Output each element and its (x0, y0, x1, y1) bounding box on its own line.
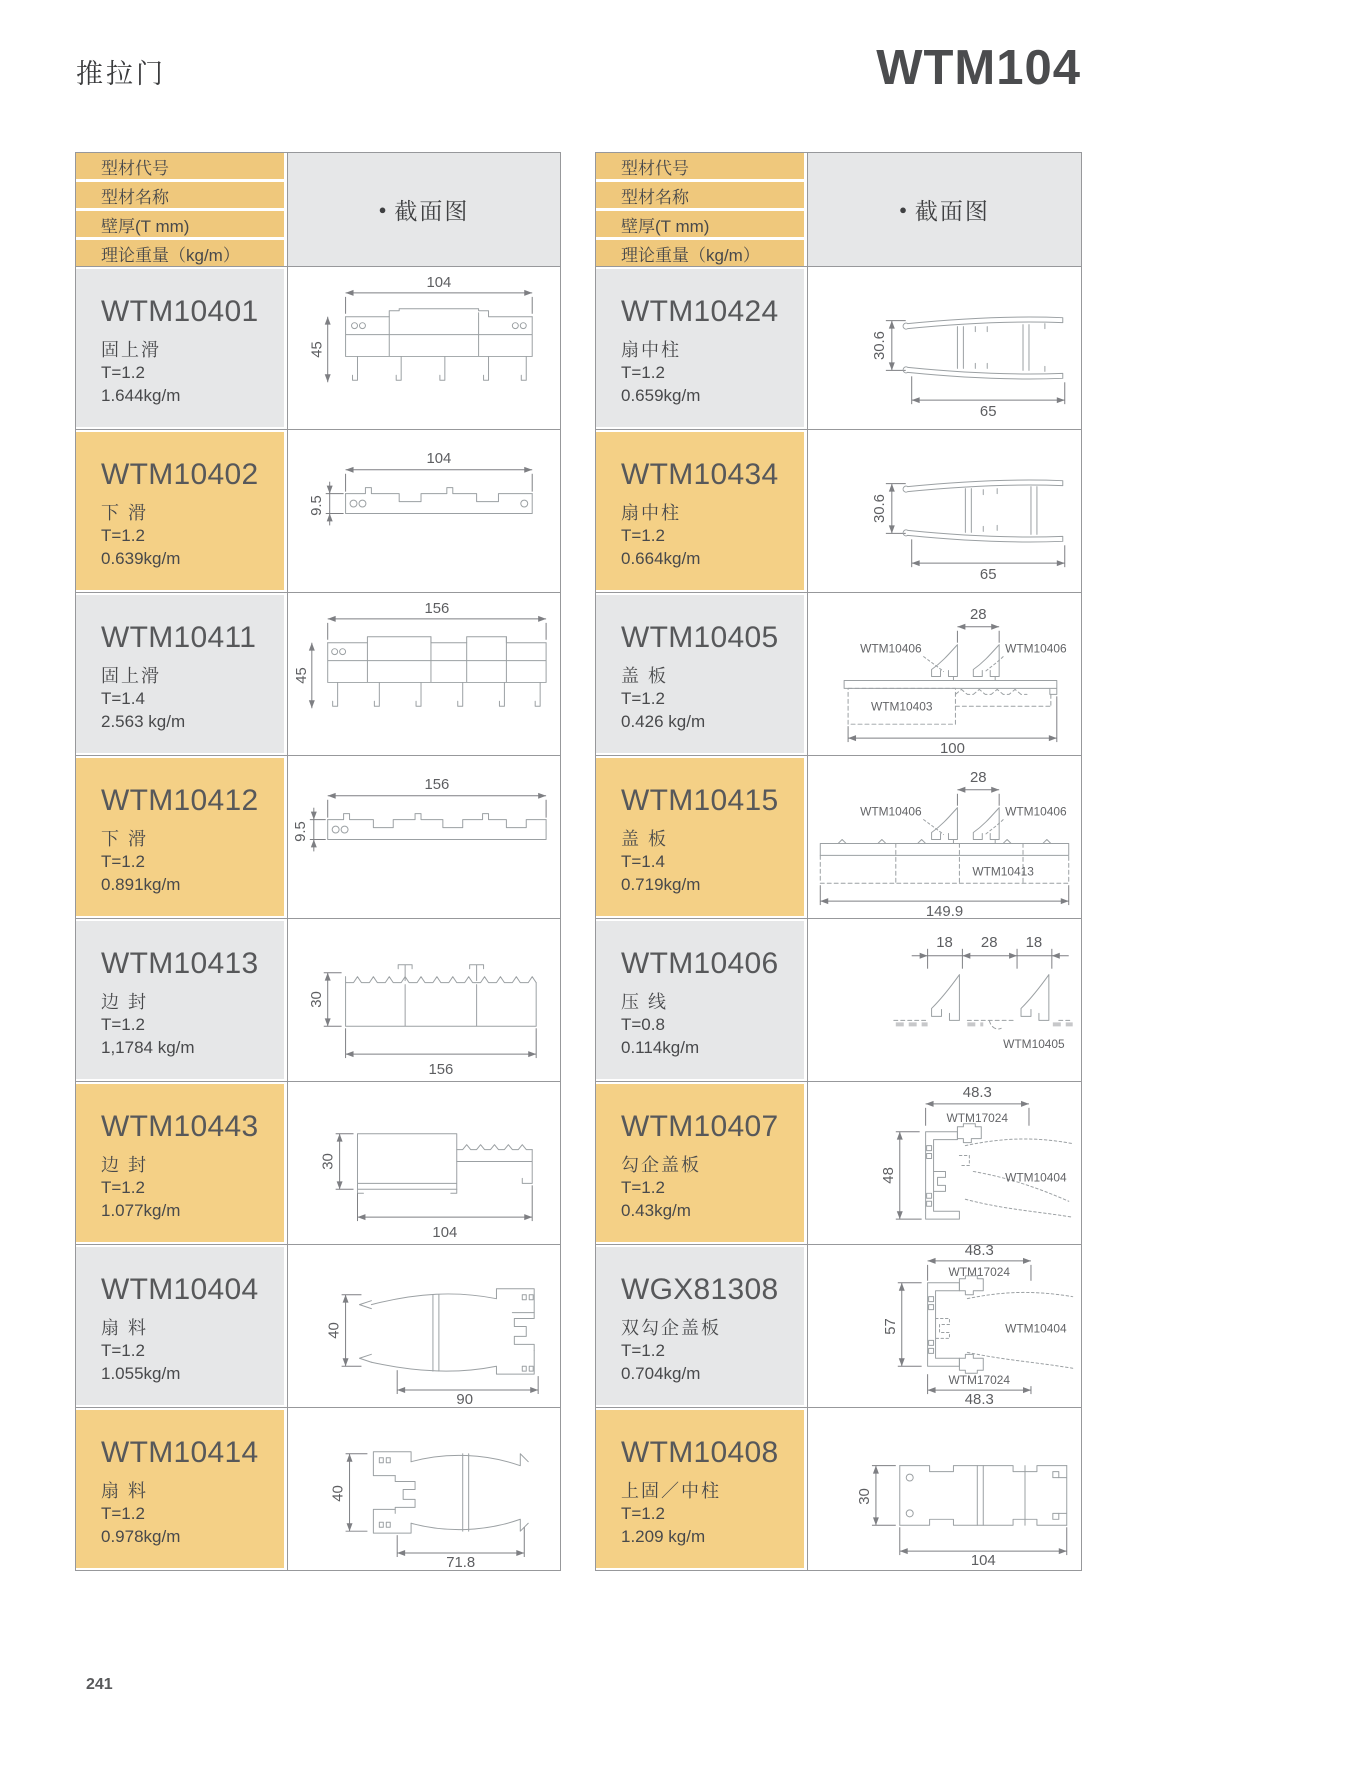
dim-label: 28 (970, 769, 987, 786)
profile-weight: 1,1784 kg/m (101, 1037, 195, 1057)
profile-name: 盖 板 (621, 829, 669, 849)
table-row (76, 1244, 560, 1407)
profile-name: 下 滑 (101, 503, 149, 523)
profile-code: WGX81308 (621, 1273, 779, 1306)
profile-table-right (595, 152, 1082, 1571)
profile-info (596, 1245, 804, 1407)
dim-label: 156 (424, 776, 450, 793)
profile-outline (359, 1289, 534, 1374)
profile-info (596, 919, 804, 1081)
profile-outline (328, 814, 546, 840)
dim-label: 9.5 (292, 821, 309, 842)
dim-label: 90 (456, 1391, 473, 1407)
profile-thickness: T=1.2 (101, 1341, 145, 1361)
page-series-title: WTM104 (876, 41, 1081, 95)
profile-name: 扇中柱 (621, 340, 681, 360)
ref-label: WTM10406 (860, 804, 922, 819)
ref-label: WTM17024 (948, 1264, 1011, 1279)
cross-section-drawing (807, 267, 1081, 429)
cross-section-wtm10412 (288, 756, 560, 918)
table-header (596, 153, 1081, 266)
header-theoretical-weight: 理论重量（kg/m） (596, 240, 804, 266)
dim-label: 104 (426, 450, 452, 467)
profile-outline (346, 309, 533, 380)
dim-label: 30.6 (871, 494, 888, 524)
table-row (596, 429, 1081, 592)
dim-label: 30.6 (871, 331, 888, 361)
profile-outline (346, 965, 537, 1027)
header-wall-thickness: 壁厚(T mm) (596, 211, 804, 237)
profile-thickness: T=1.2 (621, 689, 665, 709)
cross-section-wtm10402 (288, 430, 560, 592)
cross-section-drawing (287, 1082, 560, 1244)
table-row (596, 755, 1081, 918)
cross-section-wtm10407 (808, 1082, 1081, 1244)
profile-code: WTM10413 (101, 947, 259, 980)
profile-name: 固上滑 (101, 666, 161, 686)
cross-section-drawing (287, 1408, 560, 1570)
cross-section-drawing (807, 756, 1081, 918)
profile-code: WTM10402 (101, 458, 259, 491)
ref-label: WTM10405 (1003, 1037, 1065, 1052)
dim-label: 48 (880, 1167, 897, 1184)
page-number: 241 (86, 1676, 113, 1693)
profile-thickness: T=1.2 (621, 363, 665, 383)
profile-code: WTM10443 (101, 1110, 259, 1143)
profile-name: 上固／中柱 (621, 1481, 721, 1501)
profile-weight: 1.644kg/m (101, 385, 181, 405)
dim-label: 40 (330, 1485, 347, 1502)
profile-weight: 0.114kg/m (621, 1037, 700, 1057)
section-title: 截面图 (394, 198, 470, 224)
profile-thickness: T=1.4 (621, 852, 665, 872)
bullet-icon: ● (899, 202, 907, 217)
profile-info (596, 267, 804, 429)
profile-thickness: T=1.2 (101, 1015, 145, 1035)
profile-name: 扇中柱 (621, 503, 681, 523)
table-header (76, 153, 560, 266)
header-profile-code: 型材代号 (596, 153, 804, 179)
header-wall-thickness: 壁厚(T mm) (76, 211, 284, 237)
cross-section-wgx81308 (808, 1245, 1081, 1407)
dim-label: 18 (1025, 934, 1043, 951)
profile-weight: 2.563 kg/m (101, 711, 186, 731)
dim-label: 65 (979, 404, 997, 421)
dim-label: 30 (856, 1488, 873, 1505)
cross-section-drawing (807, 1245, 1081, 1407)
cross-section-drawing (287, 593, 560, 755)
ref-label: WTM10404 (1005, 1321, 1067, 1336)
profile-name: 勾企盖板 (621, 1155, 701, 1175)
profile-outline (903, 480, 1063, 542)
dim-label: 65 (979, 567, 997, 584)
profile-info (76, 1082, 284, 1244)
profile-thickness: T=1.2 (101, 852, 145, 872)
dim-label: 57 (882, 1318, 899, 1335)
profile-thickness: T=1.2 (101, 526, 145, 546)
bullet-icon: ● (378, 202, 387, 217)
profile-name: 固上滑 (101, 340, 161, 360)
profile-weight: 0.639kg/m (101, 548, 181, 568)
dim-label: 30 (320, 1153, 337, 1170)
profile-name: 扇 料 (101, 1318, 149, 1338)
dim-label: 48.3 (962, 1084, 992, 1101)
header-profile-name: 型材名称 (76, 182, 284, 208)
profile-table-left (75, 152, 561, 1571)
cross-section-drawing (807, 430, 1081, 592)
profile-weight: 0.978kg/m (101, 1526, 181, 1546)
header-profile-code: 型材代号 (76, 153, 284, 179)
cross-section-drawing (807, 593, 1081, 755)
dim-label: 104 (426, 274, 452, 291)
profile-info (596, 756, 804, 918)
profile-info (596, 1408, 804, 1570)
cross-section-wtm10434 (808, 430, 1081, 592)
profile-thickness: T=0.8 (621, 1015, 665, 1035)
cross-section-drawing (807, 919, 1081, 1081)
table-row (596, 266, 1081, 429)
dim-label: 104 (970, 1553, 996, 1570)
page-category-title: 推拉门 (76, 59, 166, 89)
cross-section-wtm10404 (288, 1245, 560, 1407)
profile-outline (928, 1276, 984, 1373)
table-row (596, 1244, 1081, 1407)
profile-code: WTM10406 (621, 947, 779, 980)
cross-section-wtm10401 (288, 267, 560, 429)
profile-name: 下 滑 (101, 829, 149, 849)
profile-info (76, 1408, 284, 1570)
header-theoretical-weight: 理论重量（kg/m） (76, 240, 284, 266)
profile-outline (357, 1134, 532, 1194)
table-row (76, 1081, 560, 1244)
dim-label: 40 (326, 1322, 343, 1339)
dim-label: 149.9 (925, 904, 964, 918)
dim-label: 45 (293, 667, 310, 684)
dim-label: 156 (424, 600, 450, 617)
cross-section-wtm10413 (288, 919, 560, 1081)
profile-code: WTM10434 (621, 458, 779, 491)
cross-section-drawing (287, 430, 560, 592)
dim-label: 45 (309, 341, 326, 358)
cross-section-wtm10411 (288, 593, 560, 755)
cross-section-wtm10443 (288, 1082, 560, 1244)
profile-thickness: T=1.2 (621, 1504, 665, 1524)
dim-label: 48.3 (964, 1245, 994, 1259)
profile-thickness: T=1.2 (621, 1178, 665, 1198)
profile-weight: 1.209 kg/m (621, 1526, 706, 1546)
profile-weight: 0.704kg/m (621, 1363, 701, 1383)
table-row (76, 429, 560, 592)
profile-thickness: T=1.2 (101, 363, 145, 383)
cross-section-wtm10408 (808, 1408, 1081, 1570)
profile-code: WTM10401 (101, 295, 259, 328)
profile-thickness: T=1.2 (621, 526, 665, 546)
profile-info (596, 430, 804, 592)
header-section-drawing (287, 153, 560, 266)
ref-label: WTM10404 (1005, 1170, 1067, 1185)
profile-code: WTM10411 (101, 621, 257, 654)
profile-weight: 1.077kg/m (101, 1200, 181, 1220)
dim-label: 100 (940, 741, 965, 755)
profile-weight: 0.891kg/m (101, 874, 181, 894)
dim-label: 18 (936, 934, 953, 951)
table-row (596, 592, 1081, 755)
table-row (76, 266, 560, 429)
ref-label: WTM10406 (1005, 641, 1067, 656)
profile-outline (346, 488, 533, 514)
profile-weight: 0.43kg/m (621, 1200, 691, 1220)
profile-info (76, 267, 284, 429)
profile-thickness: T=1.2 (101, 1178, 145, 1198)
table-row (596, 918, 1081, 1081)
profile-info (596, 593, 804, 755)
cross-section-drawing (807, 1082, 1081, 1244)
profile-code: WTM10414 (101, 1436, 259, 1469)
profile-thickness: T=1.4 (101, 689, 145, 709)
cross-section-drawing (287, 756, 560, 918)
profile-thickness: T=1.2 (101, 1504, 145, 1524)
ref-label: WTM17024 (946, 1110, 1009, 1125)
table-row (76, 918, 560, 1081)
profile-weight: 0.664kg/m (621, 548, 701, 568)
profile-code: WTM10408 (621, 1436, 779, 1469)
cross-section-drawing (807, 1408, 1081, 1570)
profile-name: 扇 料 (101, 1481, 149, 1501)
cross-section-wtm10414 (288, 1408, 560, 1570)
profile-info (596, 1082, 804, 1244)
table-row (596, 1081, 1081, 1244)
cross-section-wtm10424 (808, 267, 1081, 429)
profile-code: WTM10424 (621, 295, 779, 328)
cross-section-wtm10405 (808, 593, 1081, 755)
profile-info (76, 430, 284, 592)
ref-label: WTM10403 (870, 699, 933, 714)
dim-label: 28 (970, 606, 987, 623)
dim-label: 156 (428, 1061, 454, 1078)
dim-label: 28 (980, 934, 998, 951)
profile-weight: 0.659kg/m (621, 385, 701, 405)
profile-weight: 0.426 kg/m (621, 711, 706, 731)
profile-weight: 1.055kg/m (101, 1363, 181, 1383)
cross-section-drawing (287, 267, 560, 429)
profile-name: 边 封 (101, 992, 149, 1012)
profile-outline (932, 975, 1049, 1021)
table-row (596, 1407, 1081, 1570)
profile-name: 盖 板 (621, 666, 669, 686)
profile-name: 双勾企盖板 (621, 1318, 721, 1338)
dim-label: 104 (432, 1224, 458, 1241)
profile-code: WTM10404 (101, 1273, 259, 1306)
dim-label: 71.8 (446, 1554, 476, 1570)
header-label-column (596, 153, 804, 266)
profile-info (76, 919, 284, 1081)
profile-name: 边 封 (101, 1155, 149, 1175)
cross-section-drawing (287, 1245, 560, 1407)
header-label-column (76, 153, 284, 266)
table-row (76, 592, 560, 755)
profile-code: WTM10405 (621, 621, 779, 654)
profile-code: WTM10415 (621, 784, 779, 817)
dim-label: 30 (308, 991, 325, 1008)
ref-label: WTM17024 (948, 1373, 1011, 1388)
table-row (76, 1407, 560, 1570)
ref-label: WTM10406 (860, 641, 922, 656)
dim-label: 9.5 (308, 495, 325, 516)
profile-info (76, 593, 284, 755)
table-row (76, 755, 560, 918)
profile-outline (373, 1452, 528, 1533)
cross-section-wtm10415 (808, 756, 1081, 918)
profile-code: WTM10412 (101, 784, 259, 817)
profile-outline (900, 1466, 1067, 1526)
profile-thickness: T=1.2 (621, 1341, 665, 1361)
ref-label: WTM10413 (972, 864, 1034, 879)
profile-code: WTM10407 (621, 1110, 779, 1143)
dim-label: 48.3 (964, 1392, 994, 1407)
cross-section-drawing (287, 919, 560, 1081)
profile-name: 压 线 (621, 992, 669, 1012)
profile-info (76, 1245, 284, 1407)
profile-outline (903, 317, 1063, 379)
ref-label: WTM10406 (1005, 804, 1067, 819)
header-profile-name: 型材名称 (596, 182, 804, 208)
profile-weight: 0.719kg/m (621, 874, 701, 894)
profile-outline (328, 637, 546, 706)
section-title: 截面图 (914, 198, 990, 224)
profile-info (76, 756, 284, 918)
header-section-drawing (807, 153, 1081, 266)
cross-section-wtm10406 (808, 919, 1081, 1081)
